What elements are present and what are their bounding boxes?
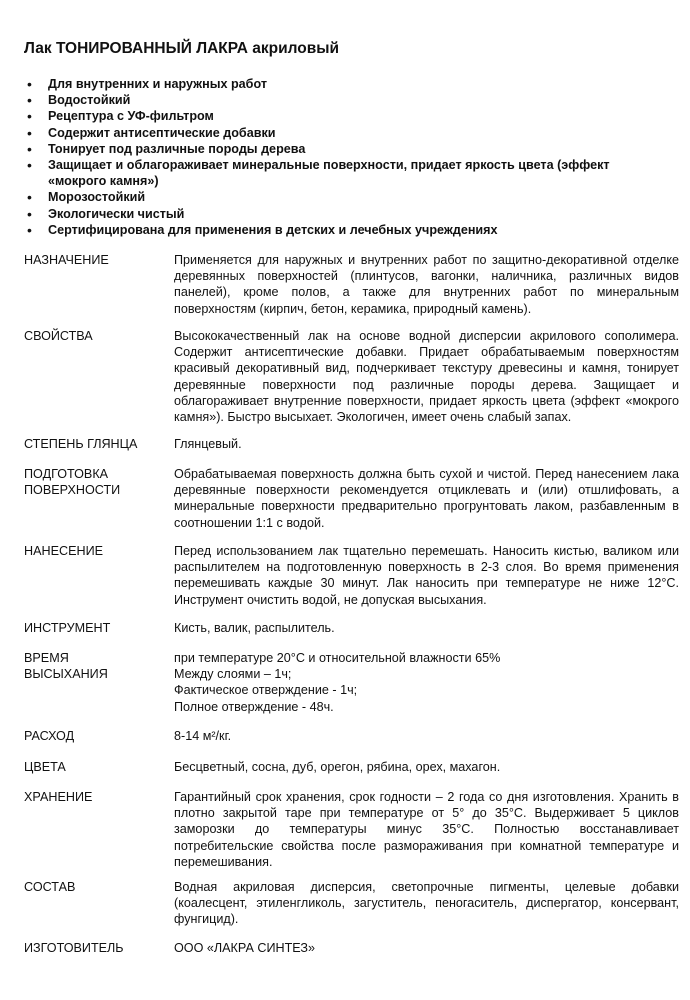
title-product-name: Лак ТОНИРОВАННЫЙ ЛАКРА: [24, 40, 248, 57]
drying-line: Полное отверждение - 48ч.: [174, 699, 334, 714]
section-label: ВРЕМЯ ВЫСЫХАНИЯ: [24, 651, 108, 682]
feature-item: • Для внутренних и наружных работ: [24, 76, 664, 92]
section-text: Глянцевый.: [174, 437, 242, 451]
section-label: ЦВЕТА: [24, 760, 66, 774]
section-text: Перед использованием лак тщательно перемешать. Наносить кистью, валиком или распылителем на подготовленную поверхность в 2-3 слоя. Во время применения перемешивать каждые 30 минут. Лак наносить при температуре не ниже 12°С. Инструмент очистить водой, не допуская высыхания.: [174, 544, 679, 607]
feature-item: • Водостойкий: [24, 92, 664, 108]
feature-item: • Экологически чистый: [24, 206, 664, 222]
section-text: 8-14 м²/кг.: [174, 729, 232, 743]
section-text: Кисть, валик, распылитель.: [174, 621, 335, 635]
section-text: Применяется для наружных и внутренних работ по защитно-декоративной отделке деревянных поверхностей (плинтусов, вагонки, наличника, различных видов панелей), кроме полов, а также для внутренних работ по минеральным поверхностям (кирпич, бетон, керамика, природный камень).: [174, 253, 679, 316]
section-text: Бесцветный, сосна, дуб, орегон, рябина, орех, махагон.: [174, 760, 501, 774]
section-label: РАСХОД: [24, 729, 75, 743]
section-label: НАЗНАЧЕНИЕ: [24, 253, 109, 267]
drying-line: при температуре 20°С и относительной влажности 65%: [174, 651, 501, 665]
section-label: НАНЕСЕНИЕ: [24, 544, 104, 558]
feature-item: • Тонирует под различные породы дерева: [24, 141, 664, 157]
drying-line: Между слоями – 1ч;: [174, 667, 292, 682]
section-label: ПОДГОТОВКА ПОВЕРХНОСТИ: [24, 467, 121, 498]
feature-item: • Морозостойкий: [24, 189, 664, 205]
title-product-type: акриловый: [252, 40, 340, 57]
section-label: ХРАНЕНИЕ: [24, 790, 93, 804]
drying-line: Фактическое отверждение - 1ч;: [174, 683, 358, 698]
section-label: СОСТАВ: [24, 880, 76, 894]
document-title: [24, 40, 339, 58]
section-text: Высококачественный лак на основе водной дисперсии акрилового сополимера. Содержит антисептические добавки. Придает обрабатываемым поверхностям красивый декоративный вид, подчеркивает текстуру древесины и камня, тонирует деревянные поверхности под различные породы дерева. Защищает и облагораживает внутренние поверхности, придает яркость цвета (эффект «мокрого камня»). Быстро высыхает. Экологичен, имеет очень слабый запах.: [174, 329, 679, 425]
section-label: СТЕПЕНЬ ГЛЯНЦА: [24, 437, 138, 451]
section-text: ООО «ЛАКРА СИНТЕЗ»: [174, 941, 316, 955]
section-text: Обрабатываемая поверхность должна быть сухой и чистой. Перед нанесением лака деревянные поверхности рекомендуется отциклевать и (или) отшлифовать, а минеральные поверхности предварительно прогрунтовать лаком, разбавленным в соотношении 1:1 с водой.: [174, 467, 679, 530]
feature-item: • Сертифицирована для применения в детских и лечебных учреждениях: [24, 222, 664, 238]
feature-item: • Содержит антисептические добавки: [24, 125, 664, 141]
section-text: Гарантийный срок хранения, срок годности – 2 года со дня изготовления. Хранить в плотно закрытой таре при температуре от 5° до 35°С. Выдерживает 5 циклов заморозки до температуры минус 35°С. Полностью восстанавливает потребительские свойства после размораживания при комнатной температуре и перемешивания.: [174, 790, 679, 869]
feature-item: • Рецептура с УФ-фильтром: [24, 108, 664, 124]
section-label: ИЗГОТОВИТЕЛЬ: [24, 941, 124, 955]
section-text: [174, 650, 679, 715]
section-label: ИНСТРУМЕНТ: [24, 621, 111, 635]
feature-item: • Защищает и облагораживает минеральные поверхности, придает яркость цвета (эффект «мокрого камня»): [24, 157, 648, 189]
section-label: СВОЙСТВА: [24, 329, 93, 343]
feature-list: [24, 76, 664, 238]
section-text: Водная акриловая дисперсия, светопрочные пигменты, целевые добавки (коалесцент, этиленгликоль, загуститель, пеногаситель, диспергатор, консервант, фунгицид).: [174, 880, 679, 927]
